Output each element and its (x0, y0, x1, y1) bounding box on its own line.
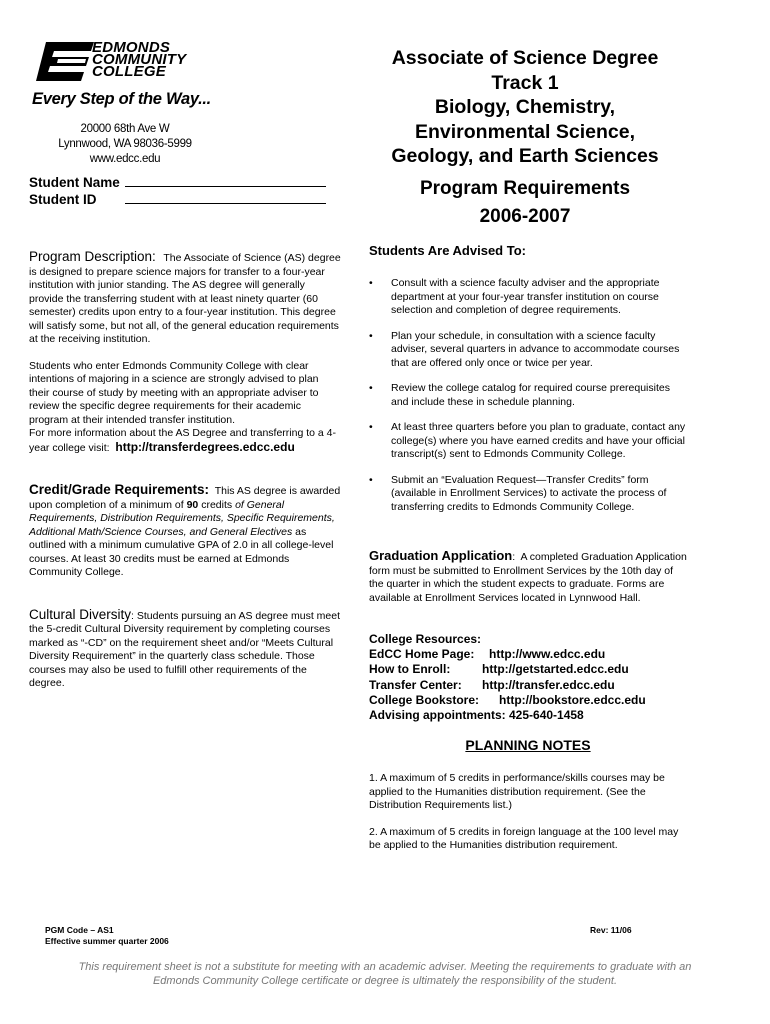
home-page-label: EdCC Home Page: (369, 647, 475, 662)
list-item: • Plan your schedule, in consultation with a science faculty adviser, several quarters in advance to accommodate courses that are offered only once or twice per year. (369, 329, 680, 369)
bookstore-link[interactable]: http://bookstore.edcc.edu (499, 692, 646, 707)
logo-line-1: EDMONDS (92, 39, 171, 56)
list-item: • Review the college catalog for required course prerequisites and include these in schedule planning. (369, 382, 670, 408)
student-info (29, 174, 326, 208)
program-description-text: The Associate of Science (AS) degree is designed to prepare science majors for transfer to a four-year institution with junior standing. The AS degree will generally provide the transferring student with at least ninety quarter (60 semester) credits upon entry to a four-year institution. This degree will satisfy some, but not all, of the general education requirements at the receiving institution. (29, 252, 341, 345)
bookstore-label: College Bookstore: (369, 692, 480, 707)
bullet-icon: • (369, 329, 373, 342)
planning-note-2: 2. A maximum of 5 credits in foreign language at the 100 level may be applied to the Humanities distribution requirement. (369, 825, 679, 851)
address-website: www.edcc.edu (89, 153, 161, 165)
subtitle-year: 2006-2007 (479, 206, 571, 227)
student-id-label: Student ID (29, 192, 97, 207)
advising-appointments: Advising appointments: 425-640-1458 (369, 708, 584, 723)
list-item: • At least three quarters before you plan to graduate, contact any college(s) where you have earned credits and have your official transcript(s) sent to Edmonds Community College. (369, 421, 686, 460)
page-title (372, 46, 678, 169)
cultural-diversity: Cultural Diversity: Students pursuing an AS degree must meet the 5-credit Cultural Diversity requirement by completing courses marked as “-CD” on the requirement sheet and/or “Meets Cultural Diversity Requirement” in the quarterly class schedule. Those courses may also be used to fulfill other requirements of the degree. (29, 606, 340, 689)
student-name-label: Student Name (29, 175, 120, 190)
title-line-2: Track 1 (491, 71, 559, 94)
disclaimer (40, 960, 730, 988)
effective-date: Effective summer quarter 2006 (45, 936, 169, 946)
address-street: 20000 68th Ave W (80, 123, 170, 135)
disclaimer-line-2: Edmonds Community College certificate or degree is ultimately the responsibility of the student. (152, 975, 618, 987)
credit-grade-text-2: credits (201, 498, 233, 511)
enroll-label: How to Enroll: (369, 662, 451, 677)
credit-grade-text-1: This AS degree is awarded upon completion of a minimum of (29, 485, 341, 511)
address-city: Lynnwood, WA 98036-5999 (58, 138, 192, 150)
program-description-para3 (29, 427, 341, 455)
logo-line-2: COMMUNITY (92, 51, 187, 68)
logo-wordmark (92, 39, 187, 80)
tagline: Every Step of the Way... (32, 90, 211, 108)
program-description-heading: Program Description (29, 249, 153, 264)
credit-grade-requirements (29, 483, 341, 580)
bullet-icon: • (369, 421, 373, 433)
advised-heading: Students Are Advised To: (369, 243, 526, 258)
more-info-text: For more information about the AS Degree and transferring to a 4-year college visit: (29, 427, 336, 454)
title-line-5: Geology, and Earth Sciences (391, 145, 659, 167)
edmonds-logo-mark-icon (36, 42, 94, 86)
credit-count: 90 (186, 498, 199, 511)
graduation-heading: Graduation Application (369, 548, 513, 563)
transfer-center-link[interactable]: http://transfer.edcc.edu (482, 677, 615, 692)
student-name-field[interactable] (125, 174, 326, 187)
bullet-icon: • (369, 277, 373, 289)
student-id-field[interactable] (125, 191, 326, 204)
credit-grade-text-3: of General Requirements, Distribution Requirements, Specific Requirements, Additional Math/Science Courses, and General Electives (29, 498, 335, 538)
bullet-icon: • (369, 382, 373, 394)
college-resources (369, 632, 687, 723)
bullet-icon: • (369, 473, 373, 486)
list-item: • Consult with a science faculty adviser and the appropriate department at your four-year transfer institution on course selection and completion of degree requirements. (369, 277, 660, 316)
program-code (45, 925, 169, 947)
transfer-degrees-link[interactable]: http://transferdegrees.edcc.edu (115, 439, 295, 454)
planning-notes (369, 772, 687, 866)
enroll-link[interactable]: http://getstarted.edcc.edu (482, 662, 629, 677)
planning-notes-heading: PLANNING NOTES (465, 737, 591, 753)
left-column (29, 250, 341, 691)
credit-grade-heading: Credit/Grade Requirements: (29, 482, 210, 497)
advised-list (369, 277, 687, 526)
home-page-link[interactable]: http://www.edcc.edu (489, 647, 606, 662)
graduation-application: Graduation Application: A completed Graduation Application form must be submitted to Enrollment Services by the 10th day of the quarter in which the student expects to graduate. Forms are available at Enrollment Services located in Lynnwood Hall. (369, 548, 687, 604)
program-description-para2: Students who enter Edmonds Community College with clear intentions of majoring in a science are strongly advised to plan their course of study by meeting with an appropriate adviser to review the specific degree requirements for their academic program at their intended transfer institution. (29, 359, 319, 426)
college-address (40, 122, 210, 167)
cultural-diversity-text: Students pursuing an AS degree must meet the 5-credit Cultural Diversity requirement by completing courses marked as “-CD” on the requirement sheet and/or “Meets Cultural Diversity Requirement” in the quarterly class schedule. Those courses may also be used to fulfill other requirements of the degree. (29, 609, 340, 689)
pgm-code: PGM Code – AS1 (45, 925, 114, 935)
credit-grade-text-4: as outlined with a minimum cumulative GPA of 2.0 in all college-level courses. At least 30 credits must be earned at Edmonds Community College. (29, 525, 334, 578)
page-subtitle (372, 175, 678, 231)
resources-heading: College Resources: (369, 632, 482, 646)
cultural-diversity-heading: Cultural Diversity (29, 606, 132, 622)
logo-line-3: COLLEGE (92, 63, 166, 80)
list-item: • Submit an “Evaluation Request—Transfer Credits” form (available in Enrollment Services) to activate the process of transferring credits to Edmonds Community College. (369, 473, 667, 513)
graduation-text: A completed Graduation Application form must be submitted to Enrollment Services by the 10th day of the quarter in which the student expects to graduate. Forms are available at Enrollment Services located in Lynnwood Hall. (369, 551, 687, 604)
revision-date: Rev: 11/06 (590, 925, 632, 935)
title-line-1: Associate of Science Degree (391, 47, 659, 69)
disclaimer-line-1: This requirement sheet is not a substitute for meeting with an academic adviser. Meeting the requirements to graduate with an (78, 961, 692, 973)
title-line-4: Environmental Science, (415, 120, 635, 143)
planning-note-1: 1. A maximum of 5 credits in performance/skills courses may be applied to the Humanities distribution requirement. (See the Distribution Requirements list.) (369, 772, 665, 811)
title-line-3: Biology, Chemistry, (434, 96, 616, 118)
subtitle-program-requirements: Program Requirements (419, 178, 631, 199)
program-description-intro: Program Description: The Associate of Science (AS) degree is designed to prepare science majors for transfer to a four-year institution with junior standing. The AS degree will generally provide the transferring student with at least ninety quarter (60 semester) credits upon entry to a four-year institution. This degree will satisfy some, but not all, of the general education requirements at the receiving institution. (29, 249, 341, 345)
transfer-center-label: Transfer Center: (369, 677, 462, 692)
